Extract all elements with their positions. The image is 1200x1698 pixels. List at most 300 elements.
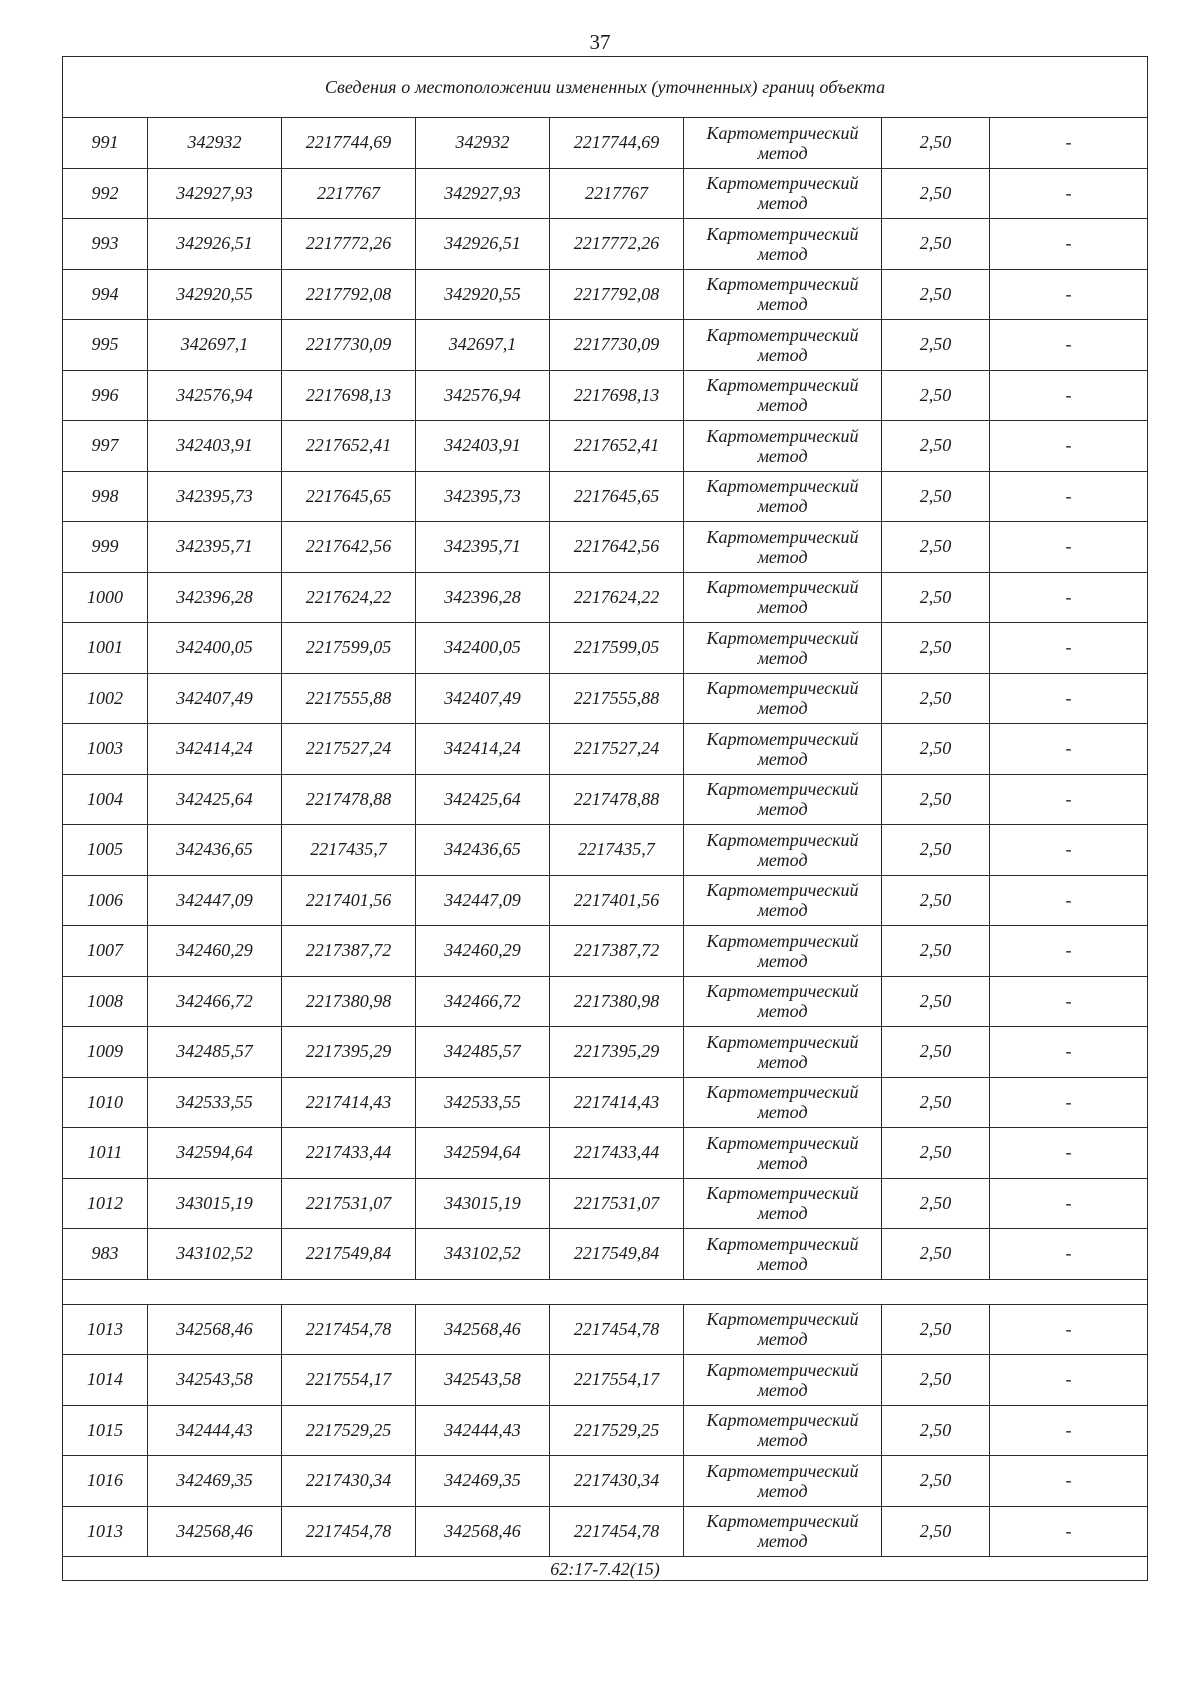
point-number-cell: 998 <box>63 471 148 522</box>
refined-y-cell: 2217549,84 <box>550 1229 684 1280</box>
existing-x-cell: 342460,29 <box>148 926 282 977</box>
method-cell <box>684 1355 882 1406</box>
accuracy-cell: 2,50 <box>882 623 990 674</box>
method-cell <box>684 1128 882 1179</box>
method-cell <box>684 1027 882 1078</box>
refined-x-cell: 342920,55 <box>416 269 550 320</box>
existing-x-cell: 342533,55 <box>148 1077 282 1128</box>
point-number-cell: 999 <box>63 522 148 573</box>
method-cell <box>684 522 882 573</box>
point-number-cell: 1000 <box>63 572 148 623</box>
method-label-line2: метод <box>757 1329 808 1350</box>
point-number-cell: 1008 <box>63 976 148 1027</box>
existing-x-cell: 342396,28 <box>148 572 282 623</box>
refined-x-cell: 342466,72 <box>416 976 550 1027</box>
refined-y-cell: 2217744,69 <box>550 118 684 169</box>
accuracy-cell: 2,50 <box>882 118 990 169</box>
method-label-line1: Картометрический <box>706 1309 859 1330</box>
accuracy-cell: 2,50 <box>882 875 990 926</box>
table-row <box>63 825 1148 876</box>
refined-y-cell: 2217435,7 <box>550 825 684 876</box>
existing-x-cell: 342425,64 <box>148 774 282 825</box>
existing-x-cell: 342395,71 <box>148 522 282 573</box>
existing-y-cell: 2217599,05 <box>282 623 416 674</box>
method-label-line2: метод <box>757 344 808 365</box>
note-cell: - <box>990 774 1148 825</box>
accuracy-cell: 2,50 <box>882 1128 990 1179</box>
method-cell <box>684 320 882 371</box>
existing-y-cell: 2217554,17 <box>282 1355 416 1406</box>
method-label-line1: Картометрический <box>706 981 859 1002</box>
method-cell <box>684 623 882 674</box>
method-label-line2: метод <box>757 849 808 870</box>
method-label-line2: метод <box>757 950 808 971</box>
method-label-line2: метод <box>757 546 808 567</box>
method-label-line2: метод <box>757 294 808 315</box>
method-cell <box>684 875 882 926</box>
refined-y-cell: 2217454,78 <box>550 1506 684 1557</box>
accuracy-cell: 2,50 <box>882 724 990 775</box>
refined-x-cell: 342932 <box>416 118 550 169</box>
refined-x-cell: 342407,49 <box>416 673 550 724</box>
refined-y-cell: 2217792,08 <box>550 269 684 320</box>
method-label-line2: метод <box>757 799 808 820</box>
accuracy-cell: 2,50 <box>882 219 990 270</box>
existing-y-cell: 2217435,7 <box>282 825 416 876</box>
note-cell: - <box>990 1027 1148 1078</box>
note-cell: - <box>990 168 1148 219</box>
boundary-coordinates-table <box>62 56 1148 1581</box>
method-cell <box>684 1405 882 1456</box>
refined-y-cell: 2217554,17 <box>550 1355 684 1406</box>
table-row <box>63 1178 1148 1229</box>
note-cell: - <box>990 825 1148 876</box>
method-label-line1: Картометрический <box>706 1511 859 1532</box>
existing-x-cell: 343015,19 <box>148 1178 282 1229</box>
refined-x-cell: 342444,43 <box>416 1405 550 1456</box>
table-row <box>63 875 1148 926</box>
refined-x-cell: 342697,1 <box>416 320 550 371</box>
point-number-cell: 1003 <box>63 724 148 775</box>
method-label-line2: метод <box>757 1253 808 1274</box>
method-label-line1: Картометрический <box>706 1359 859 1380</box>
method-cell <box>684 118 882 169</box>
method-cell <box>684 1304 882 1355</box>
page-number: 37 <box>589 30 611 54</box>
existing-y-cell: 2217430,34 <box>282 1456 416 1507</box>
table-row <box>63 1229 1148 1280</box>
accuracy-cell: 2,50 <box>882 522 990 573</box>
method-label-line2: метод <box>757 1430 808 1451</box>
accuracy-cell: 2,50 <box>882 1355 990 1406</box>
refined-x-cell: 342568,46 <box>416 1304 550 1355</box>
accuracy-cell: 2,50 <box>882 926 990 977</box>
refined-x-cell: 342485,57 <box>416 1027 550 1078</box>
existing-y-cell: 2217454,78 <box>282 1506 416 1557</box>
refined-y-cell: 2217698,13 <box>550 370 684 421</box>
accuracy-cell: 2,50 <box>882 774 990 825</box>
method-label-line1: Картометрический <box>706 526 859 547</box>
method-label-line2: метод <box>757 1051 808 1072</box>
method-cell <box>684 673 882 724</box>
table-row <box>63 269 1148 320</box>
table-row <box>63 724 1148 775</box>
refined-y-cell: 2217380,98 <box>550 976 684 1027</box>
method-label-line1: Картометрический <box>706 678 859 699</box>
refined-x-cell: 342400,05 <box>416 623 550 674</box>
existing-y-cell: 2217531,07 <box>282 1178 416 1229</box>
note-cell: - <box>990 522 1148 573</box>
refined-x-cell: 342568,46 <box>416 1506 550 1557</box>
note-cell: - <box>990 875 1148 926</box>
method-cell <box>684 471 882 522</box>
method-label-line2: метод <box>757 445 808 466</box>
note-cell: - <box>990 1405 1148 1456</box>
note-cell: - <box>990 1229 1148 1280</box>
existing-x-cell: 342568,46 <box>148 1506 282 1557</box>
point-number-cell: 993 <box>63 219 148 270</box>
method-label-line1: Картометрический <box>706 779 859 800</box>
existing-x-cell: 342407,49 <box>148 673 282 724</box>
method-label-line1: Картометрический <box>706 476 859 497</box>
point-number-cell: 995 <box>63 320 148 371</box>
existing-y-cell: 2217730,09 <box>282 320 416 371</box>
refined-y-cell: 2217529,25 <box>550 1405 684 1456</box>
table-row <box>63 774 1148 825</box>
existing-y-cell: 2217380,98 <box>282 976 416 1027</box>
method-label-line1: Картометрический <box>706 577 859 598</box>
point-number-cell: 1011 <box>63 1128 148 1179</box>
spacer-cell <box>63 1279 1148 1304</box>
table-row <box>63 219 1148 270</box>
accuracy-cell: 2,50 <box>882 825 990 876</box>
accuracy-cell: 2,50 <box>882 168 990 219</box>
point-number-cell: 1001 <box>63 623 148 674</box>
existing-x-cell: 342436,65 <box>148 825 282 876</box>
point-number-cell: 992 <box>63 168 148 219</box>
existing-x-cell: 342414,24 <box>148 724 282 775</box>
refined-x-cell: 342447,09 <box>416 875 550 926</box>
existing-y-cell: 2217414,43 <box>282 1077 416 1128</box>
table-row <box>63 623 1148 674</box>
point-number-cell: 1016 <box>63 1456 148 1507</box>
existing-x-cell: 342927,93 <box>148 168 282 219</box>
spacer-row <box>63 1279 1148 1304</box>
existing-y-cell: 2217433,44 <box>282 1128 416 1179</box>
refined-y-cell: 2217430,34 <box>550 1456 684 1507</box>
table-row <box>63 1128 1148 1179</box>
existing-y-cell: 2217478,88 <box>282 774 416 825</box>
existing-x-cell: 342400,05 <box>148 623 282 674</box>
existing-x-cell: 342920,55 <box>148 269 282 320</box>
existing-x-cell: 342447,09 <box>148 875 282 926</box>
refined-x-cell: 342533,55 <box>416 1077 550 1128</box>
existing-x-cell: 342403,91 <box>148 421 282 472</box>
method-cell <box>684 724 882 775</box>
point-number-cell: 1012 <box>63 1178 148 1229</box>
note-cell: - <box>990 421 1148 472</box>
refined-x-cell: 342927,93 <box>416 168 550 219</box>
point-number-cell: 997 <box>63 421 148 472</box>
method-cell <box>684 1077 882 1128</box>
table-row <box>63 1304 1148 1355</box>
accuracy-cell: 2,50 <box>882 1304 990 1355</box>
refined-x-cell: 342396,28 <box>416 572 550 623</box>
method-label-line2: метод <box>757 1531 808 1552</box>
refined-x-cell: 343015,19 <box>416 1178 550 1229</box>
note-cell: - <box>990 572 1148 623</box>
table-row <box>63 1077 1148 1128</box>
accuracy-cell: 2,50 <box>882 320 990 371</box>
table-footer: 62:17-7.42(15) <box>63 1557 1148 1581</box>
refined-y-cell: 2217433,44 <box>550 1128 684 1179</box>
method-cell <box>684 421 882 472</box>
point-number-cell: 1009 <box>63 1027 148 1078</box>
point-number-cell: 1013 <box>63 1304 148 1355</box>
accuracy-cell: 2,50 <box>882 1178 990 1229</box>
method-label-line1: Картометрический <box>706 274 859 295</box>
existing-x-cell: 342469,35 <box>148 1456 282 1507</box>
accuracy-cell: 2,50 <box>882 1027 990 1078</box>
refined-x-cell: 342414,24 <box>416 724 550 775</box>
refined-y-cell: 2217772,26 <box>550 219 684 270</box>
method-label-line1: Картометрический <box>706 1183 859 1204</box>
table-row <box>63 572 1148 623</box>
existing-x-cell: 342395,73 <box>148 471 282 522</box>
method-label-line2: метод <box>757 1152 808 1173</box>
method-cell <box>684 1229 882 1280</box>
existing-y-cell: 2217529,25 <box>282 1405 416 1456</box>
refined-x-cell: 342594,64 <box>416 1128 550 1179</box>
refined-x-cell: 342403,91 <box>416 421 550 472</box>
refined-y-cell: 2217555,88 <box>550 673 684 724</box>
table-title: Сведения о местоположении измененных (уточненных) границ объекта <box>63 57 1148 118</box>
point-number-cell: 1014 <box>63 1355 148 1406</box>
note-cell: - <box>990 976 1148 1027</box>
existing-y-cell: 2217624,22 <box>282 572 416 623</box>
existing-y-cell: 2217772,26 <box>282 219 416 270</box>
note-cell: - <box>990 623 1148 674</box>
note-cell: - <box>990 118 1148 169</box>
refined-y-cell: 2217478,88 <box>550 774 684 825</box>
method-cell <box>684 926 882 977</box>
existing-y-cell: 2217744,69 <box>282 118 416 169</box>
table-row <box>63 1355 1148 1406</box>
method-label-line2: метод <box>757 496 808 517</box>
method-cell <box>684 1178 882 1229</box>
table-row <box>63 976 1148 1027</box>
refined-y-cell: 2217454,78 <box>550 1304 684 1355</box>
method-label-line2: метод <box>757 748 808 769</box>
note-cell: - <box>990 370 1148 421</box>
refined-x-cell: 342576,94 <box>416 370 550 421</box>
existing-x-cell: 342485,57 <box>148 1027 282 1078</box>
table-row <box>63 168 1148 219</box>
refined-x-cell: 342425,64 <box>416 774 550 825</box>
existing-y-cell: 2217642,56 <box>282 522 416 573</box>
note-cell: - <box>990 1077 1148 1128</box>
note-cell: - <box>990 219 1148 270</box>
refined-y-cell: 2217531,07 <box>550 1178 684 1229</box>
existing-y-cell: 2217387,72 <box>282 926 416 977</box>
table-row <box>63 926 1148 977</box>
point-number-cell: 1007 <box>63 926 148 977</box>
refined-x-cell: 342436,65 <box>416 825 550 876</box>
refined-y-cell: 2217387,72 <box>550 926 684 977</box>
existing-x-cell: 342697,1 <box>148 320 282 371</box>
method-label-line1: Картометрический <box>706 425 859 446</box>
note-cell: - <box>990 1178 1148 1229</box>
table-row <box>63 1027 1148 1078</box>
accuracy-cell: 2,50 <box>882 269 990 320</box>
method-label-line1: Картометрический <box>706 1082 859 1103</box>
existing-x-cell: 342926,51 <box>148 219 282 270</box>
method-cell <box>684 269 882 320</box>
accuracy-cell: 2,50 <box>882 572 990 623</box>
note-cell: - <box>990 926 1148 977</box>
note-cell: - <box>990 471 1148 522</box>
refined-y-cell: 2217645,65 <box>550 471 684 522</box>
accuracy-cell: 2,50 <box>882 1077 990 1128</box>
refined-y-cell: 2217527,24 <box>550 724 684 775</box>
note-cell: - <box>990 1128 1148 1179</box>
method-label-line2: метод <box>757 1102 808 1123</box>
point-number-cell: 1002 <box>63 673 148 724</box>
point-number-cell: 1013 <box>63 1506 148 1557</box>
method-label-line1: Картометрический <box>706 375 859 396</box>
note-cell: - <box>990 269 1148 320</box>
existing-x-cell: 342466,72 <box>148 976 282 1027</box>
existing-y-cell: 2217652,41 <box>282 421 416 472</box>
method-cell <box>684 219 882 270</box>
accuracy-cell: 2,50 <box>882 673 990 724</box>
note-cell: - <box>990 724 1148 775</box>
point-number-cell: 1010 <box>63 1077 148 1128</box>
method-label-line1: Картометрический <box>706 122 859 143</box>
method-label-line1: Картометрический <box>706 1410 859 1431</box>
method-label-line2: метод <box>757 1379 808 1400</box>
existing-x-cell: 343102,52 <box>148 1229 282 1280</box>
accuracy-cell: 2,50 <box>882 471 990 522</box>
accuracy-cell: 2,50 <box>882 1506 990 1557</box>
method-label-line2: метод <box>757 698 808 719</box>
accuracy-cell: 2,50 <box>882 1229 990 1280</box>
method-label-line1: Картометрический <box>706 1031 859 1052</box>
existing-x-cell: 342543,58 <box>148 1355 282 1406</box>
method-cell <box>684 370 882 421</box>
refined-y-cell: 2217642,56 <box>550 522 684 573</box>
accuracy-cell: 2,50 <box>882 1456 990 1507</box>
table-row <box>63 370 1148 421</box>
existing-y-cell: 2217555,88 <box>282 673 416 724</box>
point-number-cell: 1006 <box>63 875 148 926</box>
table-row <box>63 1456 1148 1507</box>
note-cell: - <box>990 1304 1148 1355</box>
method-label-line2: метод <box>757 647 808 668</box>
method-cell <box>684 1456 882 1507</box>
existing-x-cell: 342568,46 <box>148 1304 282 1355</box>
note-cell: - <box>990 673 1148 724</box>
note-cell: - <box>990 1456 1148 1507</box>
table-row <box>63 522 1148 573</box>
accuracy-cell: 2,50 <box>882 976 990 1027</box>
method-cell <box>684 168 882 219</box>
refined-y-cell: 2217624,22 <box>550 572 684 623</box>
method-label-line1: Картометрический <box>706 223 859 244</box>
method-label-line1: Картометрический <box>706 880 859 901</box>
note-cell: - <box>990 1506 1148 1557</box>
table-section-1 <box>63 118 1148 1280</box>
refined-y-cell: 2217599,05 <box>550 623 684 674</box>
table-row <box>63 421 1148 472</box>
existing-y-cell: 2217767 <box>282 168 416 219</box>
table-row <box>63 118 1148 169</box>
method-label-line2: метод <box>757 1001 808 1022</box>
existing-y-cell: 2217454,78 <box>282 1304 416 1355</box>
table-row <box>63 673 1148 724</box>
refined-y-cell: 2217730,09 <box>550 320 684 371</box>
existing-x-cell: 342932 <box>148 118 282 169</box>
method-cell <box>684 572 882 623</box>
method-label-line1: Картометрический <box>706 728 859 749</box>
existing-y-cell: 2217792,08 <box>282 269 416 320</box>
method-label-line1: Картометрический <box>706 627 859 648</box>
method-label-line2: метод <box>757 142 808 163</box>
point-number-cell: 1005 <box>63 825 148 876</box>
existing-y-cell: 2217401,56 <box>282 875 416 926</box>
method-label-line1: Картометрический <box>706 1132 859 1153</box>
refined-y-cell: 2217401,56 <box>550 875 684 926</box>
existing-y-cell: 2217645,65 <box>282 471 416 522</box>
method-label-line2: метод <box>757 243 808 264</box>
point-number-cell: 996 <box>63 370 148 421</box>
table-section-2 <box>63 1304 1148 1557</box>
method-cell <box>684 976 882 1027</box>
point-number-cell: 983 <box>63 1229 148 1280</box>
point-number-cell: 1015 <box>63 1405 148 1456</box>
refined-y-cell: 2217767 <box>550 168 684 219</box>
table-row <box>63 1506 1148 1557</box>
method-label-line1: Картометрический <box>706 1460 859 1481</box>
table-row <box>63 471 1148 522</box>
table-section-divider <box>63 1279 1148 1304</box>
existing-x-cell: 342594,64 <box>148 1128 282 1179</box>
method-label-line2: метод <box>757 1203 808 1224</box>
method-cell <box>684 774 882 825</box>
method-label-line1: Картометрический <box>706 1233 859 1254</box>
refined-y-cell: 2217395,29 <box>550 1027 684 1078</box>
table-row <box>63 1405 1148 1456</box>
point-number-cell: 991 <box>63 118 148 169</box>
accuracy-cell: 2,50 <box>882 370 990 421</box>
method-label-line2: метод <box>757 1480 808 1501</box>
refined-x-cell: 342395,73 <box>416 471 550 522</box>
method-label-line2: метод <box>757 900 808 921</box>
refined-x-cell: 342395,71 <box>416 522 550 573</box>
point-number-cell: 1004 <box>63 774 148 825</box>
refined-x-cell: 342926,51 <box>416 219 550 270</box>
refined-y-cell: 2217652,41 <box>550 421 684 472</box>
table-row <box>63 320 1148 371</box>
method-label-line2: метод <box>757 193 808 214</box>
refined-x-cell: 342543,58 <box>416 1355 550 1406</box>
refined-x-cell: 342460,29 <box>416 926 550 977</box>
accuracy-cell: 2,50 <box>882 421 990 472</box>
existing-y-cell: 2217395,29 <box>282 1027 416 1078</box>
existing-y-cell: 2217698,13 <box>282 370 416 421</box>
note-cell: - <box>990 1355 1148 1406</box>
existing-y-cell: 2217527,24 <box>282 724 416 775</box>
